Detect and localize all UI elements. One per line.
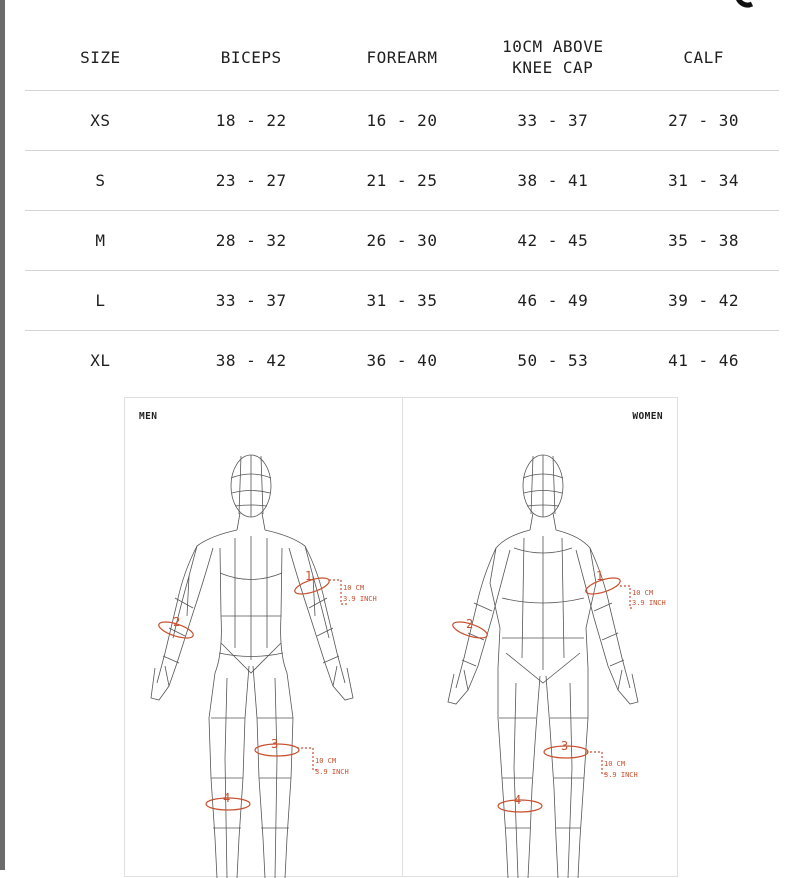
offset-inch-label: 3.9 INCH [315,768,349,776]
cell-size: XL [90,351,111,370]
table-row [25,211,779,271]
offset-inch-label: 3.9 INCH [604,771,638,779]
men-label: MEN [139,411,158,422]
cell-calf: 31 - 34 [628,151,779,211]
col-header-size: SIZE [25,24,176,91]
marker-1: 1 [305,569,313,583]
marker-3: 3 [561,739,569,753]
cell-calf: 41 - 46 [668,351,740,370]
size-table-header-row [25,24,779,91]
col-header-forearm: FOREARM [327,24,478,91]
women-wireframe [448,455,638,878]
cell-size: M [25,211,176,271]
cell-above-knee: 46 - 49 [477,271,628,331]
cell-size: XS [25,91,176,151]
cell-above-knee: 33 - 37 [477,91,628,151]
cell-above-knee: 42 - 45 [477,211,628,271]
men-body-figure [125,398,402,878]
women-label: WOMEN [632,411,663,422]
offset-inch-label: 3.9 INCH [343,595,377,603]
marker-4: 4 [514,793,522,807]
cell-size: S [25,151,176,211]
cell-calf: 35 - 38 [628,211,779,271]
left-edge-rule [0,0,5,870]
size-chart-table [25,24,779,390]
cell-above-knee: 50 - 53 [517,351,589,370]
offset-inch-label: 3.9 INCH [632,599,666,607]
women-body-figure [402,398,679,878]
offset-cm-label: 10 CM [343,584,365,592]
cell-forearm: 36 - 40 [366,351,438,370]
cell-biceps: 38 - 42 [215,351,287,370]
col-header-biceps: BICEPS [176,24,327,91]
cell-calf: 27 - 30 [628,91,779,151]
cell-biceps: 28 - 32 [176,211,327,271]
men-wireframe [151,455,353,878]
offset-cm-label: 10 CM [315,757,337,765]
col-header-above-knee: 10CM ABOVE KNEE CAP [477,24,628,91]
marker-4: 4 [223,791,231,805]
cell-forearm: 26 - 30 [327,211,478,271]
measurement-diagram [124,397,678,877]
cell-biceps: 18 - 22 [176,91,327,151]
brand-logo-icon [730,0,760,8]
marker-3: 3 [271,737,279,751]
marker-1: 1 [596,569,604,583]
offset-cm-label: 10 CM [632,589,654,597]
table-row [25,331,779,391]
cell-forearm: 21 - 25 [327,151,478,211]
cell-biceps: 23 - 27 [176,151,327,211]
marker-2: 2 [173,615,181,629]
table-row [25,151,779,211]
col-header-calf: CALF [628,24,779,91]
table-row [25,271,779,331]
cell-biceps: 33 - 37 [176,271,327,331]
cell-size: L [25,271,176,331]
marker-2: 2 [466,617,474,631]
cell-calf: 39 - 42 [628,271,779,331]
cell-above-knee: 38 - 41 [477,151,628,211]
cell-forearm: 16 - 20 [327,91,478,151]
offset-cm-label: 10 CM [604,760,626,768]
cell-forearm: 31 - 35 [327,271,478,331]
table-row [25,91,779,151]
